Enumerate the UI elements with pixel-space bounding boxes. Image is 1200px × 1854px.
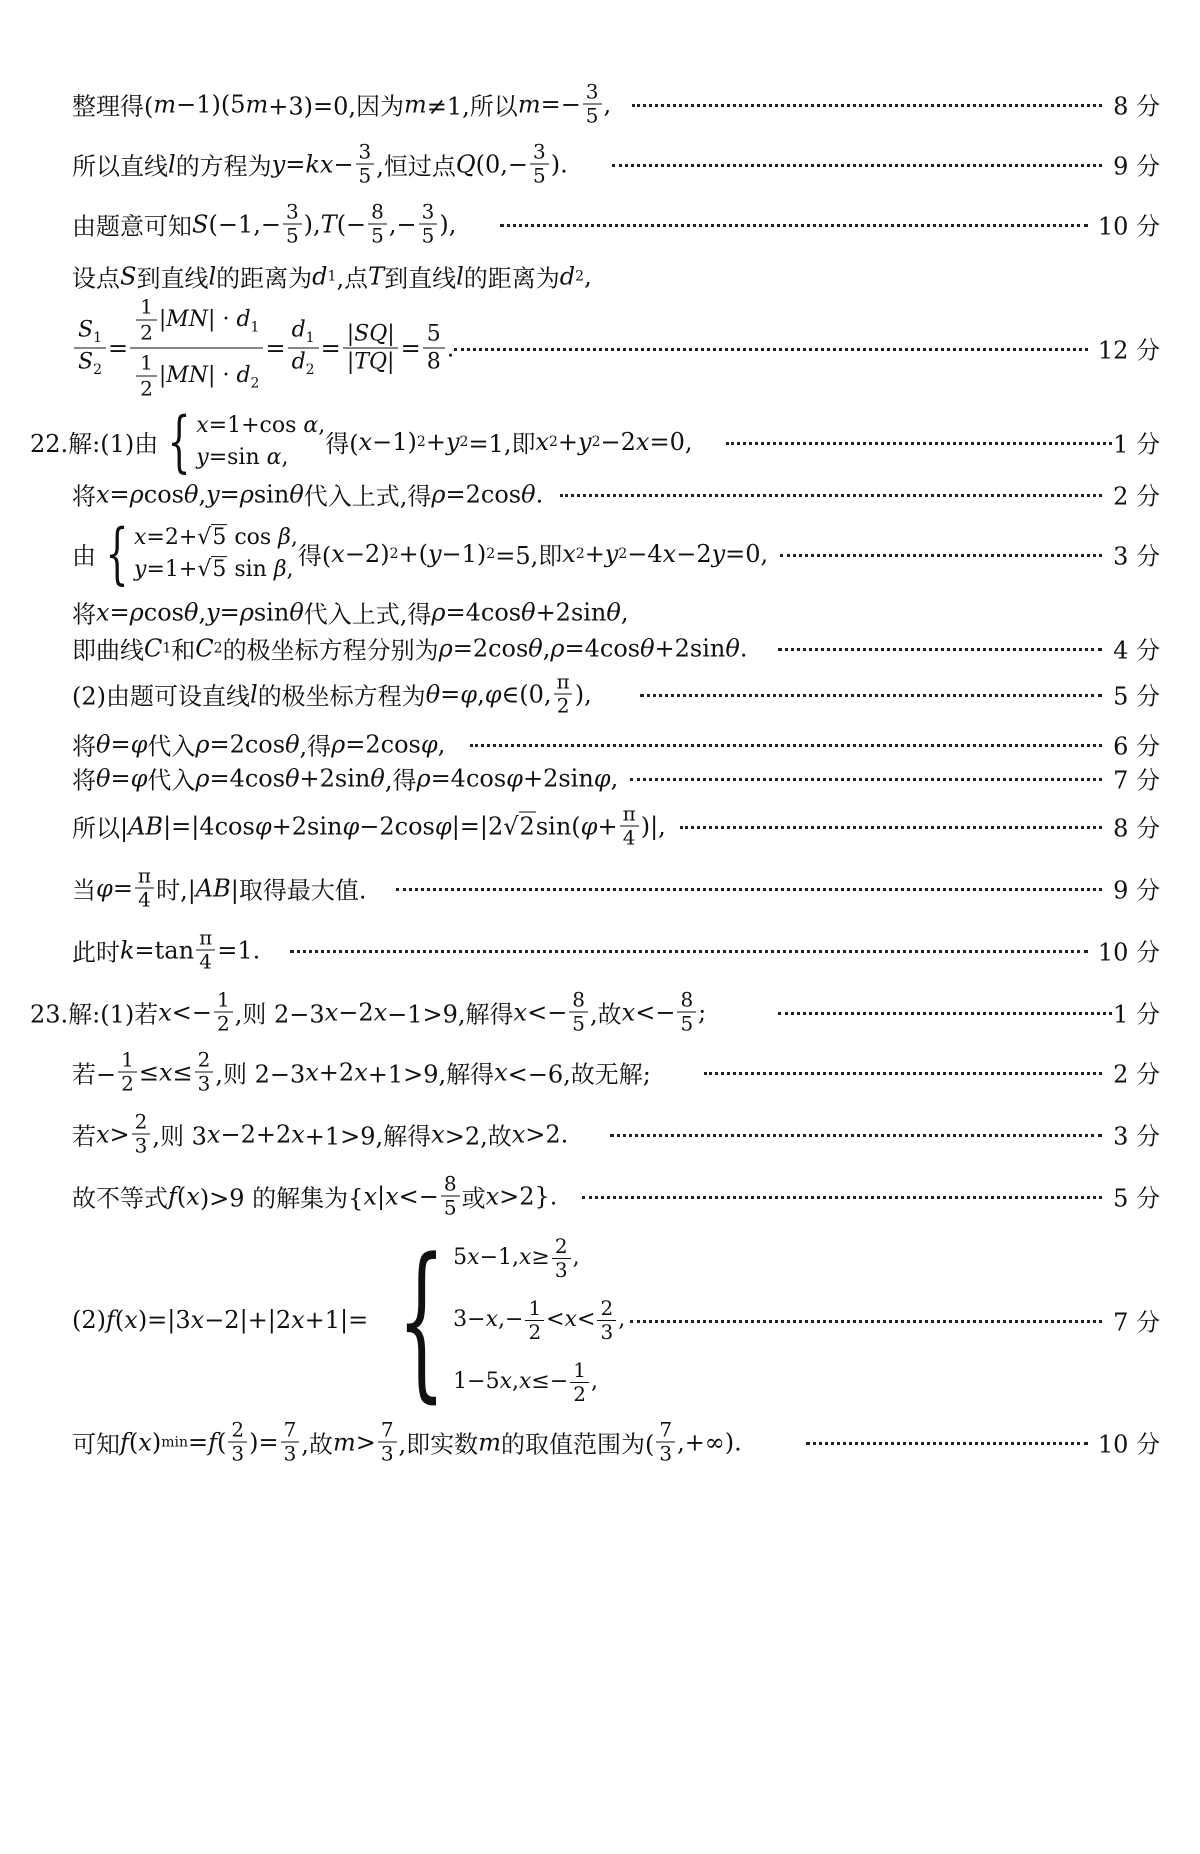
line-text: 即曲线 C 1 和 C 2 的极坐标方程分别为 ρ =2cos θ , ρ =4cos θ +2sin θ . (72, 634, 748, 665)
line-text: 此时 k =tan $\frac{\pi}{4}$ =1. (72, 925, 261, 974)
score-label: 1 分 (1113, 1000, 1160, 1029)
line-text: 整理得( m −1)(5 m +3)=0,因为 m ≠1,所以 m =− $\frac{3}{5}$ , (72, 79, 612, 128)
score-label: 9 分 (1113, 876, 1160, 905)
score-label: 3 分 (1113, 1122, 1160, 1151)
leader-dots (582, 1196, 1102, 1199)
score-label: 12 分 (1097, 336, 1160, 365)
line-text: $\frac{S_1}{S_2}$ = $\frac{1}{2}$ $|MN| \cdot d_1$ $\frac{1}{2}$ $|MN| \cdot d_2$ = $\frac{d_1}{d_2}$ = $\frac{|SQ|}{|TQ|}$ = $\frac{5}{8}$ . (72, 293, 454, 404)
line-text: 由 { x=2+√5 cos β, y=1+√5 sin β, 得( x −2) 2 +( y −1) 2 =5,即 x 2 + y 2 −4 x −2 y =0, (72, 515, 769, 593)
leader-dots (778, 648, 1102, 651)
leader-dots (290, 950, 1088, 953)
score-label: 6 分 (1113, 732, 1160, 761)
score-label: 9 分 (1113, 152, 1160, 181)
score-label: 10 分 (1097, 1430, 1160, 1459)
leader-dots (612, 164, 1102, 167)
score-label: 1 分 (1113, 430, 1160, 459)
line-text: 将 x = ρ cos θ , y = ρ sin θ 代入上式,得 ρ =2cos θ . (72, 480, 544, 511)
leader-dots (704, 1072, 1102, 1075)
line-text: 22.解:(1)由 { x=1+cos α, y=sin α, 得( x −1) 2 + y 2 =1,即 x 2 + y 2 −2 x =0, (30, 403, 693, 481)
score-label: 2 分 (1113, 1060, 1160, 1089)
leader-dots (470, 744, 1102, 747)
line-text: 所以| AB |=|4cos φ +2sin φ −2cos φ |=|2 √ 2 sin( φ + $\frac{\pi}{4}$ )|, (72, 801, 666, 850)
line-text: 若− $\frac{1}{2}$ ≤ x ≤ $\frac{2}{3}$ ,则 2−3 x +2 x +1>9,解得 x <−6,故无解; (72, 1047, 651, 1096)
score-label: 2 分 (1113, 482, 1160, 511)
line-text: 当 φ = $\frac{\pi}{4}$ 时,| AB |取得最大值. (72, 863, 367, 912)
leader-dots (630, 778, 1102, 781)
leader-dots (396, 888, 1102, 891)
score-label: 10 分 (1097, 212, 1160, 241)
leader-dots (640, 694, 1102, 697)
leader-dots (780, 554, 1102, 557)
score-label: 7 分 (1113, 1308, 1160, 1337)
line-text: 将 x = ρ cos θ , y = ρ sin θ 代入上式,得 ρ =4cos θ +2sin θ , (72, 598, 629, 629)
line-text: 可知 f ( x ) min = f ( $\frac{2}{3}$ )= $\frac{7}{3}$ ,故 m > $\frac{7}{3}$ ,即实数 m 的取值范围为( $\frac{7}{3}$ ,+∞). (72, 1417, 742, 1466)
leader-dots (726, 442, 1112, 445)
score-label: 5 分 (1113, 1184, 1160, 1213)
leader-dots (454, 348, 1088, 351)
line-text: 由题意可知 S (−1,− $\frac{3}{5}$ ), T (− $\frac{8}{5}$ ,− $\frac{3}{5}$ ), (72, 199, 457, 248)
leader-dots (630, 1320, 1102, 1323)
line-text: (2)由题可设直线 l 的极坐标方程为 θ = φ , φ ∈(0, $\frac{\pi}{2}$ ), (72, 669, 592, 718)
score-label: 10 分 (1097, 938, 1160, 967)
line-text: 设点 S 到直线 l 的距离为 d 1 ,点 T 到直线 l 的距离为 d 2 , (72, 262, 592, 293)
score-label: 8 分 (1113, 814, 1160, 843)
score-label: 5 分 (1113, 682, 1160, 711)
line-text: 若 x > $\frac{2}{3}$ ,则 3 x −2+2 x +1>9,解得 x >2,故 x >2. (72, 1109, 569, 1158)
leader-dots (680, 826, 1102, 829)
leader-dots (806, 1442, 1088, 1445)
line-text: 将 θ = φ 代入 ρ =2cos θ ,得 ρ =2cos φ , (72, 730, 446, 761)
leader-dots (778, 1012, 1112, 1015)
score-label: 4 分 (1113, 636, 1160, 665)
line-text: 故不等式 f ( x )>9 的解集为{ x | x <− $\frac{8}{5}$ 或 x >2}. (72, 1171, 558, 1220)
score-label: 8 分 (1113, 92, 1160, 121)
score-label: 7 分 (1113, 766, 1160, 795)
line-text: (2) f ( x )=|3 x −2|+|2 x +1|= { 5 x −1, x ≥ $\frac{2}{3}$ , 3− x ,− $\frac{1}{2}$ < x < $\frac{2}{3}$ , 1−5 x , x ≤− $\frac{1}{2}$ , (72, 1221, 626, 1418)
leader-dots (610, 1134, 1102, 1137)
leader-dots (560, 494, 1102, 497)
score-label: 3 分 (1113, 542, 1160, 571)
line-text: 将 θ = φ 代入 ρ =4cos θ +2sin θ ,得 ρ =4cos φ +2sin φ , (72, 764, 619, 795)
line-text: 23.解:(1)若 x <− $\frac{1}{2}$ ,则 2−3 x −2 x −1>9,解得 x <− $\frac{8}{5}$ ,故 x <− $\frac{8}{5}$ ; (30, 987, 707, 1036)
line-text: 所以直线 l 的方程为 y = kx − $\frac{3}{5}$ ,恒过点 Q (0,− $\frac{3}{5}$ ). (72, 139, 568, 188)
leader-dots (632, 104, 1102, 107)
leader-dots (500, 224, 1088, 227)
